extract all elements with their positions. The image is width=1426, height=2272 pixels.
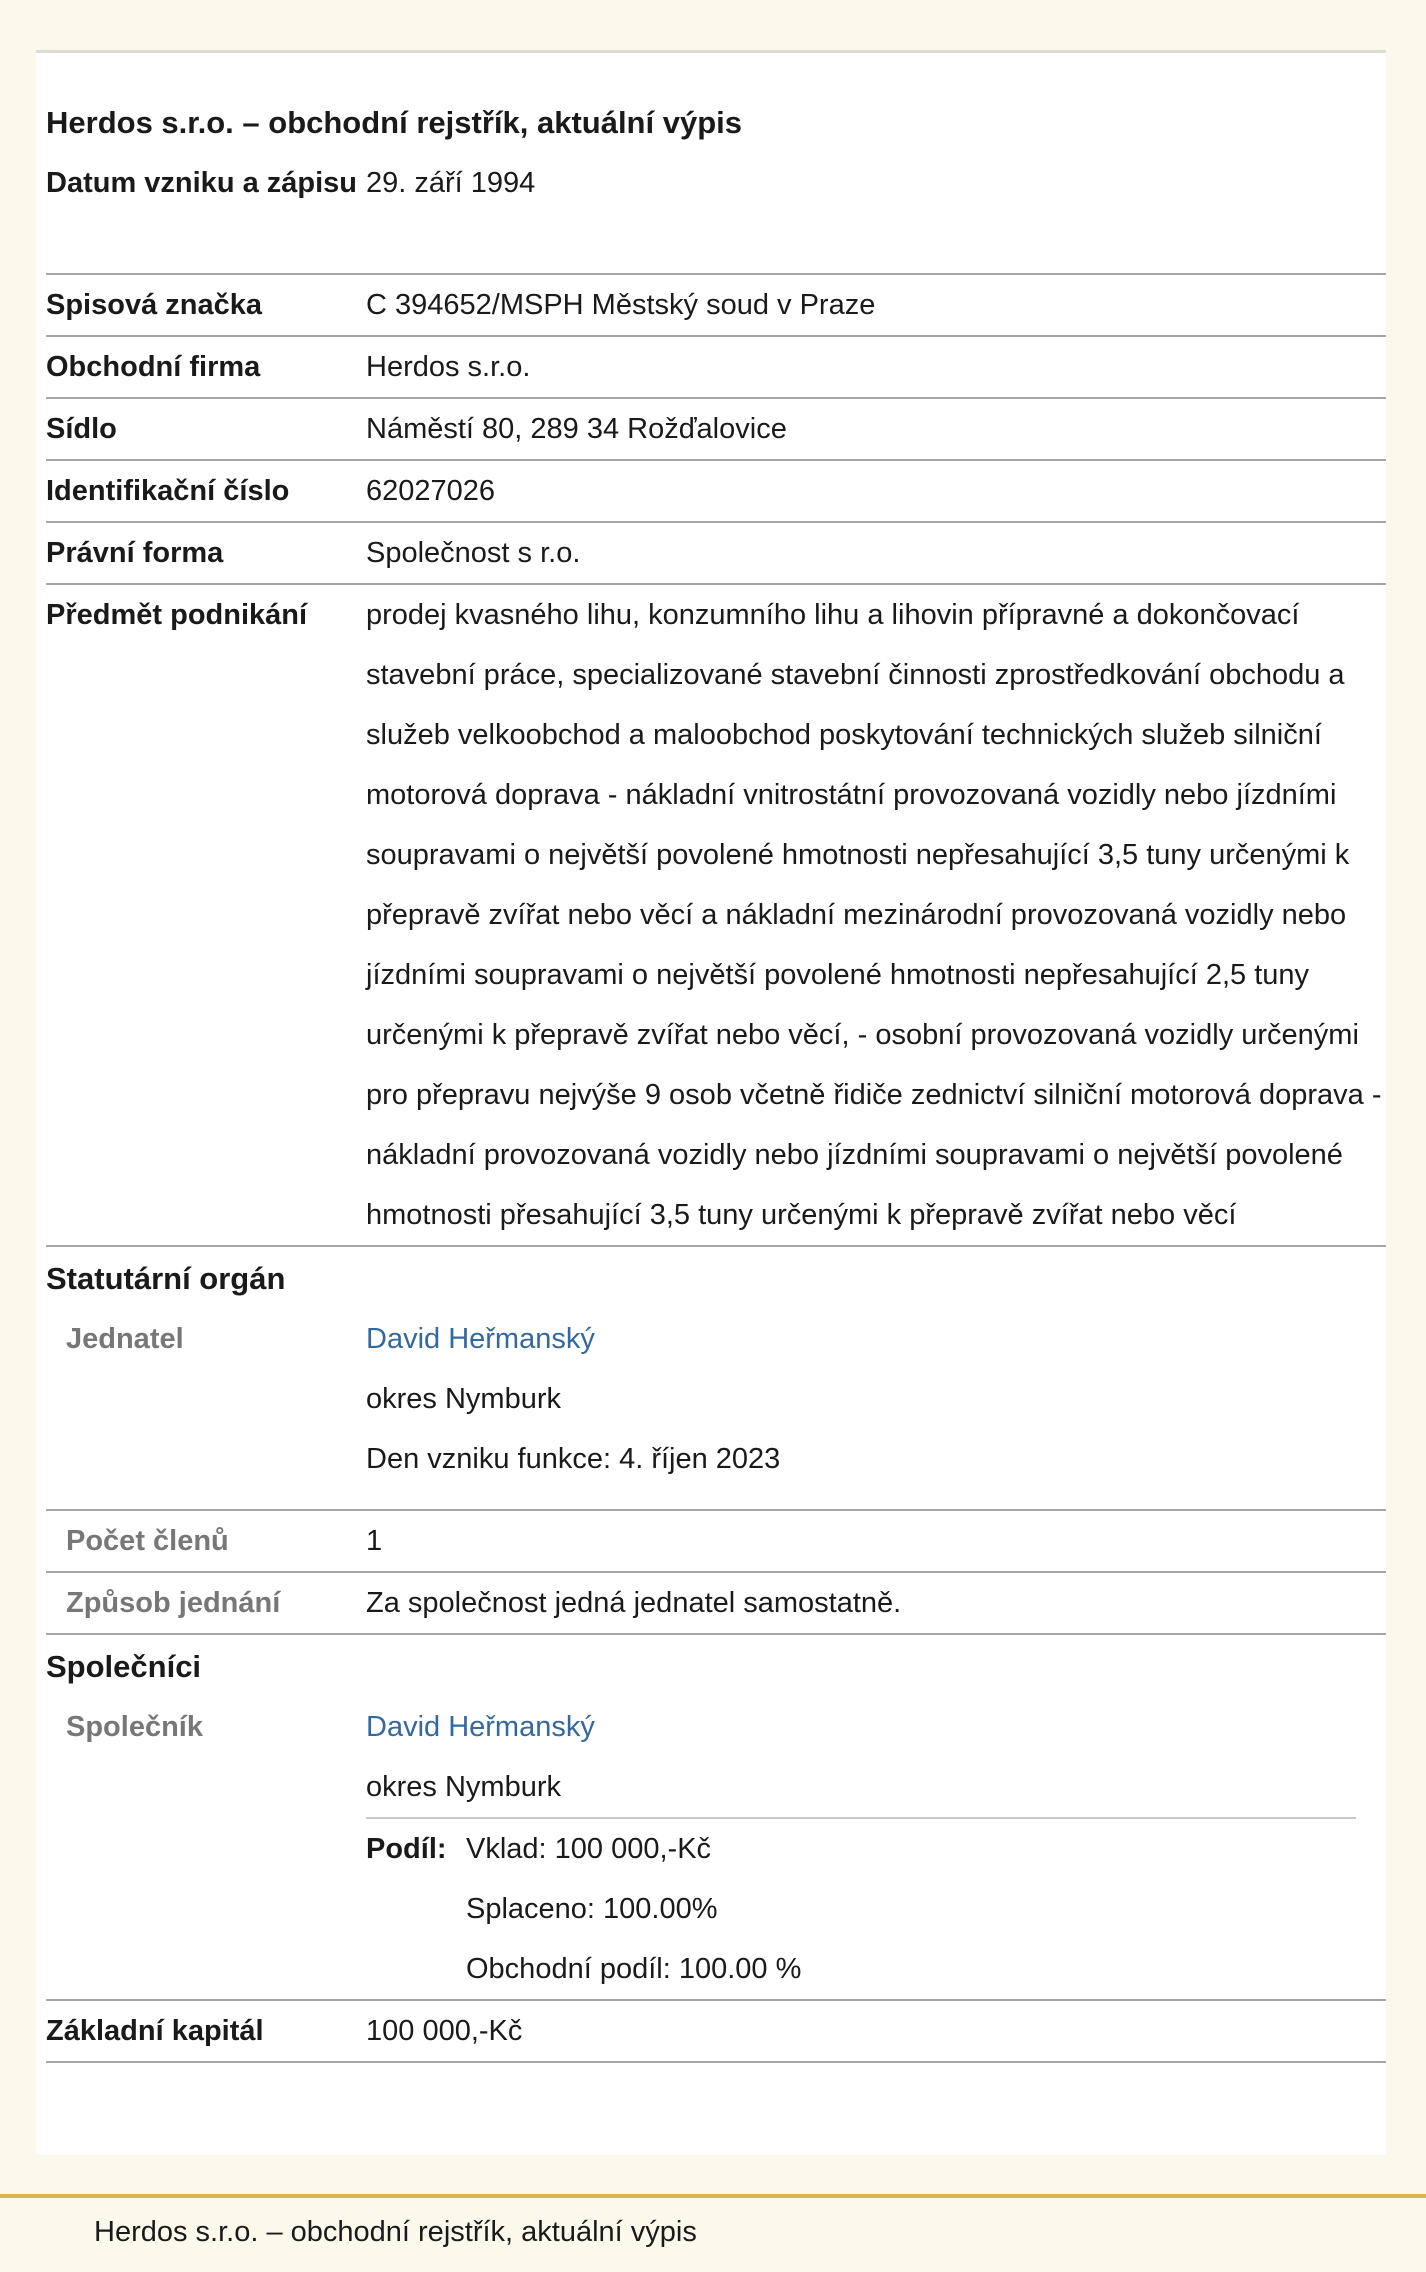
label-identifikacni-cislo: Identifikační číslo [46, 475, 290, 507]
podil-details [466, 1819, 801, 1999]
jednatel-name-link[interactable]: David Heřmanský [366, 1323, 595, 1355]
value-jednatel [366, 1309, 1386, 1509]
section-spolecnici: Společníci [46, 1649, 202, 1684]
label-obchodni-firma: Obchodní firma [46, 351, 261, 383]
label-predmet-podnikani: Předmět podnikání [46, 599, 308, 631]
podil-obchodni: Obchodní podíl: 100.00 % [466, 1953, 802, 1985]
label-sidlo: Sídlo [46, 413, 117, 445]
row-identifikacni-cislo [46, 461, 1386, 523]
value-pocet-clenu: 1 [366, 1525, 383, 1557]
row-zakladni-kapital [46, 2001, 1386, 2063]
footer-bar [0, 2194, 1426, 2272]
spolecnik-okres: okres Nymburk [366, 1771, 561, 1803]
row-predmet-podnikani [46, 585, 1386, 1247]
label-jednatel: Jednatel [66, 1323, 184, 1355]
podil-vklad: Vklad: 100 000,-Kč [466, 1833, 712, 1865]
podil-box [366, 1817, 1356, 1999]
label-datum-vzniku-text: Datum vzniku a zápisu [46, 167, 358, 199]
spolecnik-name-link[interactable]: David Heřmanský [366, 1711, 595, 1743]
row-pravni-forma [46, 523, 1386, 585]
label-zpusob-jednani: Způsob jednání [66, 1587, 281, 1619]
value-sidlo: Náměstí 80, 289 34 Rožďalovice [366, 413, 787, 445]
label-pocet-clenu: Počet členů [66, 1525, 229, 1557]
section-statutarni-organ: Statutární orgán [46, 1261, 286, 1296]
value-obchodni-firma: Herdos s.r.o. [366, 351, 531, 383]
row-spolecnik [46, 1697, 1386, 2001]
value-pravni-forma: Společnost s r.o. [366, 537, 581, 569]
register-sheet [36, 50, 1386, 2155]
label-spolecnik: Společník [66, 1711, 203, 1743]
page-title: Herdos s.r.o. – obchodní rejstřík, aktuální výpis [46, 105, 742, 140]
row-spisova-znacka [46, 275, 1386, 337]
register-content [46, 95, 1386, 2063]
row-zpusob-jednani [46, 1573, 1386, 1635]
value-zpusob-jednani: Za společnost jedná jednatel samostatně. [366, 1587, 902, 1619]
value-zakladni-kapital: 100 000,-Kč [366, 2015, 523, 2047]
label-pravni-forma: Právní forma [46, 537, 224, 569]
value-predmet-podnikani: prodej kvasného lihu, konzumního lihu a lihovin přípravné a dokončovací stavební práce, specializované stavební činnosti zprostředkování obchodu a služeb velkoobchod a maloobchod poskytování technických služeb silniční motorová doprava - nákladní vnitrostátní provozovaná vozidly nebo jízdními soupravami o největší povolené hmotnosti nepřesahující 3,5 tuny určenými k přepravě zvířat nebo věcí a nákladní mezinárodní provozovaná vozidly nebo jízdními soupravami o největší povolené hmotnosti nepřesahující 2,5 tuny určenými k přepravě zvířat nebo věcí, - osobní provozovaná vozidly určenými pro přepravu nejvýše 9 osob včetně řidiče zednictví silniční motorová doprava - nákladní provozovaná vozidly nebo jízdními soupravami o největší povolené hmotnosti přesahující 3,5 tuny určenými k přepravě zvířat nebo věcí [366, 599, 1382, 1231]
row-jednatel [46, 1309, 1386, 1511]
row-pocet-clenu [46, 1511, 1386, 1573]
value-spisova-znacka: C 394652/MSPH Městský soud v Praze [366, 289, 876, 321]
row-sidlo [46, 399, 1386, 461]
podil-label: Podíl: [366, 1833, 447, 1865]
value-spolecnik [366, 1697, 1386, 1999]
row-datum-vzniku [46, 153, 1386, 275]
row-obchodni-firma [46, 337, 1386, 399]
value-identifikacni-cislo: 62027026 [366, 475, 496, 507]
label-zakladni-kapital: Základní kapitál [46, 2015, 264, 2047]
footer-text: Herdos s.r.o. – obchodní rejstřík, aktuální výpis [94, 2216, 697, 2248]
value-datum-vzniku: 29. září 1994 [366, 167, 536, 199]
jednatel-okres: okres Nymburk [366, 1383, 561, 1415]
podil-splaceno: Splaceno: 100.00% [466, 1893, 718, 1925]
jednatel-den-vzniku: Den vzniku funkce: 4. říjen 2023 [366, 1443, 781, 1475]
label-spisova-znacka: Spisová značka [46, 289, 262, 321]
label-datum-vzniku [46, 153, 366, 273]
